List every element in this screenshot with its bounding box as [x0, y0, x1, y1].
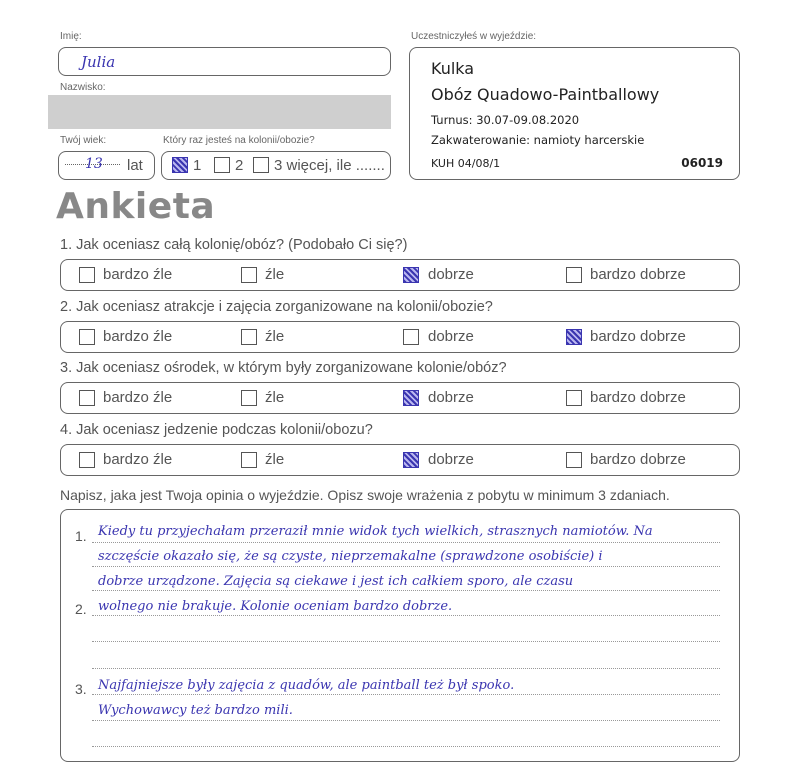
name-field[interactable]: [58, 47, 391, 76]
age-label: Twój wiek:: [60, 135, 107, 146]
q1-label-very-bad: bardzo źle: [103, 266, 173, 283]
trip-number: 06019: [681, 156, 723, 170]
q1-checkbox-bad[interactable]: [241, 267, 257, 283]
answer-line-1: Kiedy tu przyjechałam przeraził mnie widok tych wielkich, strasznych namiotów. Na: [98, 524, 653, 539]
trip-code: KUH 04/08/1: [431, 157, 501, 170]
question-2: 2. Jak oceniasz atrakcje i zajęcia zorganizowane na kolonii/obozie?: [60, 299, 493, 315]
q1-checkbox-very-good[interactable]: [566, 267, 582, 283]
q3-label-bad: źle: [265, 389, 285, 406]
q4-checkbox-very-good[interactable]: [566, 452, 582, 468]
times-checkbox-3[interactable]: [253, 157, 269, 173]
surname-label: Nazwisko:: [60, 82, 106, 93]
times-checkbox-2[interactable]: [214, 157, 230, 173]
trip-label: Uczestniczyłeś w wyjeździe:: [411, 31, 537, 42]
page-title: Ankieta: [56, 186, 216, 227]
q3-checkbox-bad[interactable]: [241, 390, 257, 406]
q4-checkbox-bad[interactable]: [241, 452, 257, 468]
q4-label-very-good: bardzo dobrze: [590, 451, 686, 468]
question-3: 3. Jak oceniasz ośrodek, w którym były zorganizowane kolonie/obóz?: [60, 360, 507, 376]
q2-checkbox-very-good[interactable]: [566, 329, 582, 345]
trip-box: [409, 47, 740, 180]
q2-label-good: dobrze: [428, 328, 474, 345]
q3-label-very-bad: bardzo źle: [103, 389, 173, 406]
q3-checkbox-very-bad[interactable]: [79, 390, 95, 406]
q4-label-good: dobrze: [428, 451, 474, 468]
writing-line: [92, 566, 720, 567]
answer-number-1: 1.: [75, 528, 87, 544]
q1-checkbox-good[interactable]: [403, 267, 419, 283]
opinion-prompt: Napisz, jaka jest Twoja opinia o wyjeździe. Opisz swoje wrażenia z pobytu w minimum 3 zdaniach.: [60, 487, 670, 503]
q2-label-very-good: bardzo dobrze: [590, 328, 686, 345]
q2-label-bad: źle: [265, 328, 285, 345]
trip-name: Obóz Quadowo-Paintballowy: [431, 85, 660, 104]
writing-line: [92, 746, 720, 747]
answer-line-6: Wychowawcy też bardzo mili.: [98, 703, 293, 718]
q3-label-very-good: bardzo dobrze: [590, 389, 686, 406]
trip-turnus: Turnus: 30.07-09.08.2020: [431, 113, 580, 127]
q1-label-bad: źle: [265, 266, 285, 283]
answer-line-4: wolnego nie brakuje. Kolonie oceniam bardzo dobrze.: [98, 599, 453, 614]
question-2-options: [60, 321, 740, 353]
q4-label-bad: źle: [265, 451, 285, 468]
writing-line: [92, 668, 720, 669]
times-field[interactable]: [161, 151, 391, 180]
answer-line-5: Najfajniejsze były zajęcia z quadów, ale paintball też był spoko.: [98, 678, 515, 693]
q2-label-very-bad: bardzo źle: [103, 328, 173, 345]
name-label: Imię:: [60, 31, 82, 42]
q4-checkbox-good[interactable]: [403, 452, 419, 468]
times-checkbox-1[interactable]: [172, 157, 188, 173]
q4-label-very-bad: bardzo źle: [103, 451, 173, 468]
q2-checkbox-good[interactable]: [403, 329, 419, 345]
writing-line: [92, 590, 720, 591]
times-option-2: 2: [235, 157, 244, 174]
age-unit: lat: [127, 157, 143, 174]
question-1: 1. Jak oceniasz całą kolonię/obóz? (Podobało Ci się?): [60, 237, 408, 253]
name-value: Julia: [81, 53, 116, 71]
q2-checkbox-very-bad[interactable]: [79, 329, 95, 345]
writing-line: [92, 694, 720, 695]
answer-line-3: dobrze urządzone. Zajęcia są ciekawe i jest ich całkiem sporo, ale czasu: [98, 574, 574, 589]
q4-checkbox-very-bad[interactable]: [79, 452, 95, 468]
opinion-box[interactable]: [60, 509, 740, 762]
answer-number-2: 2.: [75, 601, 87, 617]
question-4: 4. Jak oceniasz jedzenie podczas kolonii/obozu?: [60, 422, 373, 438]
q1-label-very-good: bardzo dobrze: [590, 266, 686, 283]
trip-company: Kulka: [431, 59, 475, 78]
writing-line: [92, 720, 720, 721]
age-field[interactable]: [58, 151, 155, 180]
times-option-3: 3 więcej, ile .......: [274, 157, 385, 174]
surname-redacted: [48, 95, 391, 129]
trip-accommodation: Zakwaterowanie: namioty harcerskie: [431, 133, 645, 147]
q2-checkbox-bad[interactable]: [241, 329, 257, 345]
q1-checkbox-very-bad[interactable]: [79, 267, 95, 283]
q3-label-good: dobrze: [428, 389, 474, 406]
q3-checkbox-good[interactable]: [403, 390, 419, 406]
writing-line: [92, 641, 720, 642]
q3-checkbox-very-good[interactable]: [566, 390, 582, 406]
age-value: 13: [85, 156, 103, 172]
question-3-options: [60, 382, 740, 414]
writing-line: [92, 542, 720, 543]
q1-label-good: dobrze: [428, 266, 474, 283]
question-4-options: [60, 444, 740, 476]
writing-line: [92, 615, 720, 616]
times-option-1: 1: [193, 157, 202, 174]
question-1-options: [60, 259, 740, 291]
answer-number-3: 3.: [75, 681, 87, 697]
answer-line-2: szczęście okazało się, że są czyste, nieprzemakalne (sprawdzone osobiście) i: [98, 549, 603, 564]
times-label: Który raz jesteś na kolonii/obozie?: [163, 135, 315, 146]
